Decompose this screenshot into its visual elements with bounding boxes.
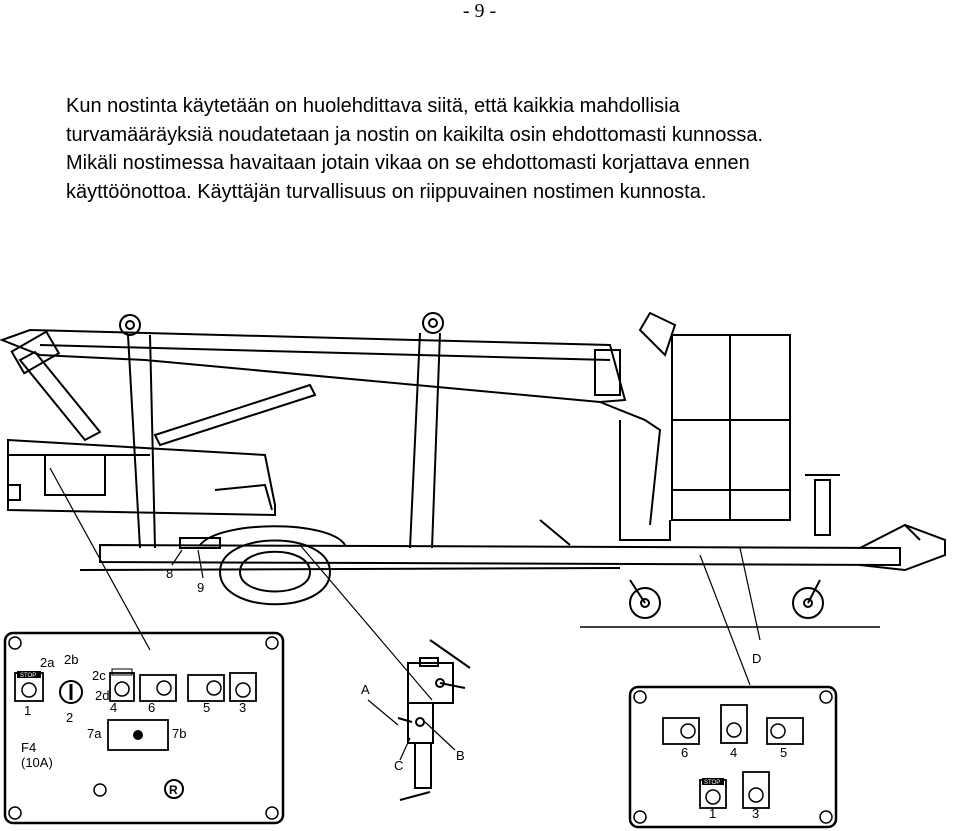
screw-icon (266, 637, 278, 649)
lift-drawing (2, 313, 945, 700)
stop-button-knob (706, 790, 720, 804)
screw-icon (9, 807, 21, 819)
registered-label: R (169, 783, 178, 797)
label-2c: 2c (92, 668, 106, 683)
label-7b: 7b (172, 726, 187, 741)
button-5 (188, 675, 224, 701)
label-1: 1 (709, 806, 717, 821)
paragraph-line: käyttöönottoa. Käyttäjän turvallisuus on riippuvainen nostimen kunnosta. (66, 180, 707, 203)
button-5-knob (207, 681, 221, 695)
label-6: 6 (148, 700, 156, 715)
button-5-knob (771, 724, 785, 738)
screw-icon (820, 811, 832, 823)
stop-label: STOP (704, 780, 721, 786)
label-2: 2 (66, 710, 74, 725)
screw-icon (820, 691, 832, 703)
button-6-knob (157, 681, 171, 695)
left-control-panel (5, 633, 283, 823)
fuse-label: F4 (21, 740, 37, 755)
label-4: 4 (730, 745, 738, 760)
screw-icon (266, 807, 278, 819)
callout-9: 9 (197, 580, 205, 595)
label-5: 5 (780, 745, 788, 760)
screw-icon (94, 784, 106, 796)
stop-button-knob (22, 683, 36, 697)
screw-icon (634, 691, 646, 703)
label-2a: 2a (40, 655, 55, 670)
paragraph-line: Mikäli nostimessa havaitaan jotain vikaa on se ehdottomasti korjattava ennen (66, 152, 750, 174)
button-4-knob (115, 682, 129, 696)
callout-C: C (394, 758, 404, 773)
safety-paragraph (66, 92, 926, 206)
label-3: 3 (239, 700, 247, 715)
button-6-knob (681, 724, 695, 738)
right-control-panel (630, 687, 836, 827)
label-7a: 7a (87, 726, 102, 741)
label-2d: 2d (95, 688, 110, 703)
button-3-knob (236, 683, 250, 697)
lever-7-knob (133, 730, 143, 740)
label-6: 6 (681, 745, 689, 760)
fuse-rating: (10A) (21, 755, 53, 770)
button-4-knob (727, 723, 741, 737)
button-3-knob (749, 788, 763, 802)
page-number: - 9 - (462, 0, 497, 22)
callout-D: D (752, 651, 762, 666)
callout-8: 8 (166, 566, 174, 581)
label-2b: 2b (64, 652, 79, 667)
callout-B: B (456, 748, 465, 763)
screw-icon (634, 811, 646, 823)
callout-A: A (361, 682, 370, 697)
paragraph-line: Kun nostinta käytetään on huolehdittava siitä, että kaikkia mahdollisia (66, 95, 680, 117)
button-4 (110, 673, 134, 701)
label-5: 5 (203, 700, 211, 715)
lift-diagram (0, 300, 959, 831)
stop-label: STOP (20, 673, 37, 679)
label-4: 4 (110, 700, 118, 715)
screw-icon (9, 637, 21, 649)
paragraph-line: turvamääräyksiä noudatetaan ja nostin on kaikilta osin ehdottomasti kunnossa. (66, 123, 764, 146)
label-3: 3 (752, 806, 760, 821)
button-4-plate (112, 669, 132, 675)
valve-detail (368, 640, 470, 800)
label-1: 1 (24, 703, 32, 718)
